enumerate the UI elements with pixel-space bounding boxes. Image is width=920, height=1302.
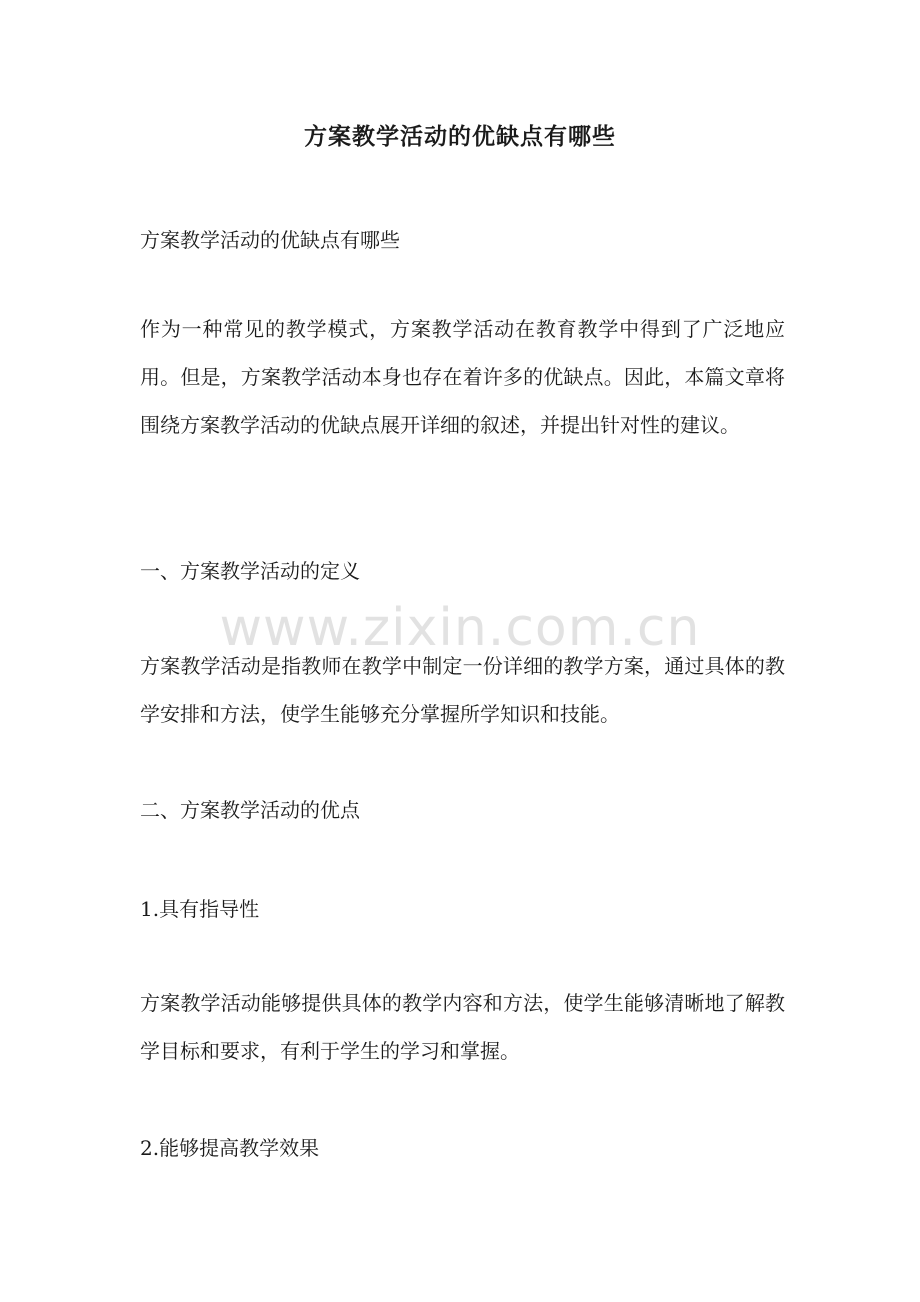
document-title: 方案教学活动的优缺点有哪些 bbox=[304, 123, 616, 150]
subheading-effectiveness: 2.能够提高教学效果 bbox=[140, 1136, 320, 1160]
subheading-guidance: 1.具有指导性 bbox=[140, 897, 260, 921]
definition-paragraph: 方案教学活动是指教师在教学中制定一份详细的教学方案，通过具体的教学安排和方法，使学生能够充分掌握所学知识和技能。 bbox=[140, 654, 785, 726]
watermark-text: www.zixin.com.cn bbox=[219, 598, 701, 658]
section-heading-definition: 一、方案教学活动的定义 bbox=[140, 559, 360, 583]
section-heading-advantages: 二、方案教学活动的优点 bbox=[140, 798, 360, 822]
subtitle-paragraph: 方案教学活动的优缺点有哪些 bbox=[140, 228, 400, 252]
guidance-paragraph: 方案教学活动能够提供具体的教学内容和方法，使学生能够清晰地了解教学目标和要求，有利于学生的学习和掌握。 bbox=[140, 991, 785, 1063]
intro-paragraph: 作为一种常见的教学模式，方案教学活动在教育教学中得到了广泛地应用。但是，方案教学活动本身也存在着许多的优缺点。因此，本篇文章将围绕方案教学活动的优缺点展开详细的叙述，并提出针对性的建议。 bbox=[140, 317, 785, 437]
